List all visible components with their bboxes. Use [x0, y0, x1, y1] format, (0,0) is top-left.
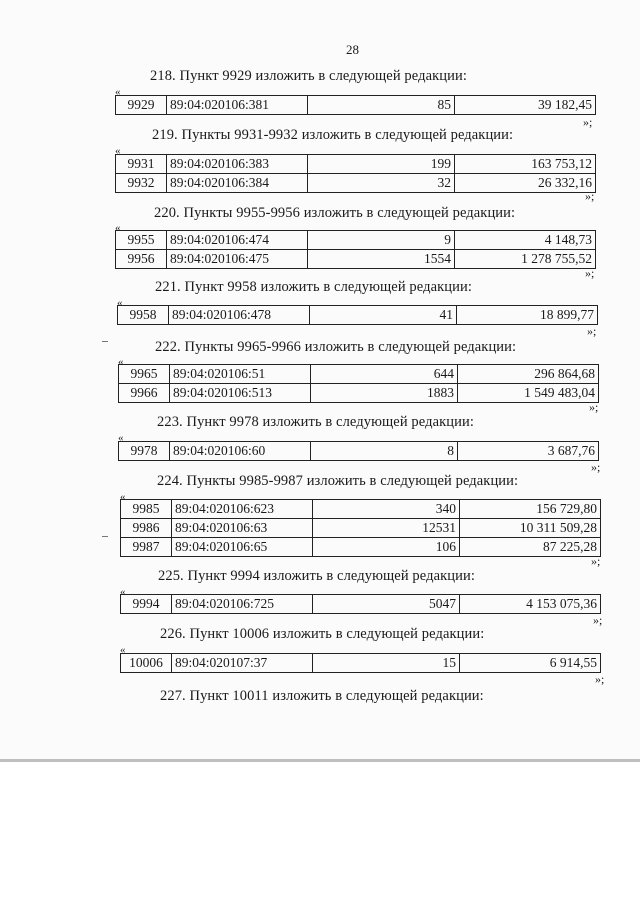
area-cell: 1883 — [311, 384, 458, 403]
item-number-cell: 9956 — [116, 250, 167, 269]
value-cell: 39 182,45 — [455, 96, 596, 115]
table-row — [116, 155, 596, 174]
section-table — [120, 653, 601, 673]
value-cell: 10 311 509,28 — [460, 519, 601, 538]
table-row — [116, 250, 596, 269]
section-heading: 224. Пункты 9985-9987 изложить в следующей редакции: — [157, 473, 519, 489]
closing-quote: »; — [591, 460, 601, 474]
cadastral-number-cell: 89:04:020106:725 — [172, 595, 313, 614]
closing-quote: »; — [591, 554, 601, 568]
cadastral-number-cell: 89:04:020106:63 — [172, 519, 313, 538]
section-heading: 220. Пункты 9955-9956 изложить в следующей редакции: — [154, 205, 516, 221]
table-row — [116, 96, 596, 115]
table-row — [116, 231, 596, 250]
section-heading: 219. Пункты 9931-9932 изложить в следующей редакции: — [152, 127, 514, 143]
section-table — [118, 441, 599, 461]
opening-quote: « — [117, 297, 123, 309]
item-number-cell: 9985 — [121, 500, 172, 519]
closing-quote: »; — [589, 400, 599, 414]
area-cell: 106 — [313, 538, 460, 557]
opening-quote: « — [118, 432, 124, 444]
area-cell: 340 — [313, 500, 460, 519]
opening-quote: « — [120, 644, 126, 656]
closing-quote: »; — [585, 189, 595, 203]
area-cell: 85 — [308, 96, 455, 115]
item-number-cell: 9978 — [119, 442, 170, 461]
area-cell: 1554 — [308, 250, 455, 269]
item-number-cell: 9986 — [121, 519, 172, 538]
opening-quote: « — [118, 356, 124, 368]
value-cell: 6 914,55 — [460, 654, 601, 673]
cadastral-number-cell: 89:04:020106:513 — [170, 384, 311, 403]
value-cell: 4 148,73 — [455, 231, 596, 250]
section-table — [115, 95, 596, 115]
page-number: 28 — [346, 42, 359, 57]
table-row — [119, 442, 599, 461]
scan-edge — [0, 759, 640, 762]
section-table — [120, 594, 601, 614]
opening-quote: « — [120, 491, 126, 503]
item-number-cell: 9931 — [116, 155, 167, 174]
section-table — [115, 230, 596, 269]
item-number-cell: 9965 — [119, 365, 170, 384]
value-cell: 1 549 483,04 — [458, 384, 599, 403]
cadastral-number-cell: 89:04:020106:478 — [169, 306, 310, 325]
closing-quote: »; — [595, 672, 605, 686]
area-cell: 41 — [310, 306, 457, 325]
cadastral-number-cell: 89:04:020106:384 — [167, 174, 308, 193]
section-table — [117, 305, 598, 325]
section-heading: 223. Пункт 9978 изложить в следующей редакции: — [157, 414, 474, 430]
section-heading: 225. Пункт 9994 изложить в следующей редакции: — [158, 568, 475, 584]
item-number-cell: 9929 — [116, 96, 167, 115]
item-number-cell: 9966 — [119, 384, 170, 403]
value-cell: 163 753,12 — [455, 155, 596, 174]
cadastral-number-cell: 89:04:020106:475 — [167, 250, 308, 269]
section-table — [115, 154, 596, 193]
table-row — [121, 500, 601, 519]
section-heading: 218. Пункт 9929 изложить в следующей редакции: — [150, 68, 467, 84]
section-table — [120, 499, 601, 557]
value-cell: 4 153 075,36 — [460, 595, 601, 614]
cadastral-number-cell: 89:04:020106:65 — [172, 538, 313, 557]
table-row — [119, 365, 599, 384]
value-cell: 296 864,68 — [458, 365, 599, 384]
cadastral-number-cell: 89:04:020106:623 — [172, 500, 313, 519]
table-row — [121, 519, 601, 538]
area-cell: 199 — [308, 155, 455, 174]
table-row — [116, 174, 596, 193]
area-cell: 644 — [311, 365, 458, 384]
table-row — [121, 654, 601, 673]
value-cell: 3 687,76 — [458, 442, 599, 461]
section-heading: 221. Пункт 9958 изложить в следующей редакции: — [155, 279, 472, 295]
cadastral-number-cell: 89:04:020106:383 — [167, 155, 308, 174]
opening-quote: « — [115, 222, 121, 234]
area-cell: 32 — [308, 174, 455, 193]
table-row — [121, 538, 601, 557]
area-cell: 12531 — [313, 519, 460, 538]
area-cell: 9 — [308, 231, 455, 250]
cadastral-number-cell: 89:04:020106:474 — [167, 231, 308, 250]
item-number-cell: 9994 — [121, 595, 172, 614]
section-heading: 227. Пункт 10011 изложить в следующей редакции: — [160, 688, 484, 704]
section-heading: 222. Пункты 9965-9966 изложить в следующей редакции: — [155, 339, 517, 355]
value-cell: 87 225,28 — [460, 538, 601, 557]
closing-quote: »; — [587, 324, 597, 338]
value-cell: 156 729,80 — [460, 500, 601, 519]
section-table — [118, 364, 599, 403]
cadastral-number-cell: 89:04:020106:51 — [170, 365, 311, 384]
cadastral-number-cell: 89:04:020106:381 — [167, 96, 308, 115]
area-cell: 8 — [311, 442, 458, 461]
value-cell: 26 332,16 — [455, 174, 596, 193]
area-cell: 15 — [313, 654, 460, 673]
cadastral-number-cell: 89:04:020107:37 — [172, 654, 313, 673]
closing-quote: »; — [583, 115, 593, 129]
item-number-cell: 9955 — [116, 231, 167, 250]
table-row — [118, 306, 598, 325]
item-number-cell: 9958 — [118, 306, 169, 325]
closing-quote: »; — [593, 613, 603, 627]
opening-quote: « — [115, 86, 121, 98]
margin-mark — [102, 341, 108, 342]
item-number-cell: 9987 — [121, 538, 172, 557]
value-cell: 18 899,77 — [457, 306, 598, 325]
item-number-cell: 9932 — [116, 174, 167, 193]
cadastral-number-cell: 89:04:020106:60 — [170, 442, 311, 461]
opening-quote: « — [115, 145, 121, 157]
opening-quote: « — [120, 586, 126, 598]
table-row — [121, 595, 601, 614]
value-cell: 1 278 755,52 — [455, 250, 596, 269]
closing-quote: »; — [585, 266, 595, 280]
section-heading: 226. Пункт 10006 изложить в следующей редакции: — [160, 626, 485, 642]
area-cell: 5047 — [313, 595, 460, 614]
item-number-cell: 10006 — [121, 654, 172, 673]
table-row — [119, 384, 599, 403]
margin-mark — [102, 536, 108, 537]
